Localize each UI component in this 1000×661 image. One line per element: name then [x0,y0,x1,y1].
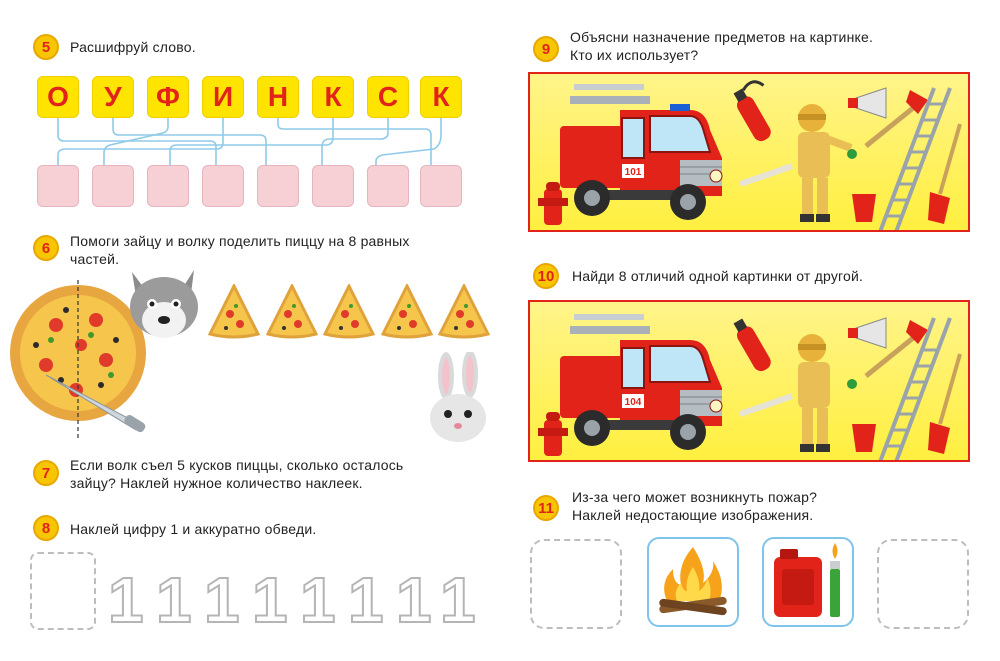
task-9-text [570,28,970,64]
task-9-line-2: Кто их использует? [570,47,699,63]
sticker-placeholder[interactable] [30,552,96,630]
answer-slot[interactable] [37,165,79,207]
pizza-slice[interactable] [266,284,318,340]
cipher-connector-lines [30,115,470,167]
sticker-placeholder-left[interactable] [530,539,622,629]
answer-slot[interactable] [420,165,462,207]
trace-digit[interactable]: 1 [348,564,384,636]
trace-digit[interactable]: 1 [204,564,240,636]
pizza-slice[interactable] [208,284,260,340]
cipher-letter[interactable]: У [92,76,134,118]
fuel-canister-icon [764,539,852,625]
task-6-number: 6 [33,235,59,261]
task-7-number: 7 [33,460,59,486]
task-7-text [70,456,480,492]
pizza-slice[interactable] [381,284,433,340]
trace-digit[interactable]: 1 [108,564,144,636]
cipher-letter[interactable]: Ф [147,76,189,118]
trace-digit[interactable]: 1 [300,564,336,636]
task-11-text [572,488,972,524]
task-10-number: 10 [533,263,559,289]
cipher-letter[interactable]: О [37,76,79,118]
sticker-placeholder-right[interactable] [877,539,969,629]
task-5-text: Расшифруй слово. [70,39,196,55]
task-10-text: Найди 8 отличий одной картинки от другой. [572,268,864,284]
wolf-illustration [122,262,204,344]
fire-scene-bottom-illustration [530,302,970,462]
task-9-number: 9 [533,36,559,62]
answer-slot[interactable] [312,165,354,207]
cipher-letter[interactable]: К [312,76,354,118]
answer-slot[interactable] [147,165,189,207]
truck-number-bottom: 104 [624,397,642,408]
task-7-line-1: Если волк съел 5 кусков пиццы, сколько осталось [70,457,404,473]
answer-slot[interactable] [202,165,244,207]
campfire-card [647,537,739,627]
answer-slot[interactable] [367,165,409,207]
task-6-line-2: частей. [70,251,120,267]
task-11-line-2: Наклей недостающие изображения. [572,507,814,523]
task-6-line-1: Помоги зайцу и волку поделить пиццу на 8 равных [70,233,410,249]
trace-digit[interactable]: 1 [440,564,476,636]
pizza-slice[interactable] [438,284,490,340]
cipher-letter[interactable]: К [420,76,462,118]
task-7-line-2: зайцу? Наклей нужное количество наклеек. [70,475,363,491]
rabbit-illustration [424,352,496,448]
task-8-text: Наклей цифру 1 и аккуратно обведи. [70,521,317,537]
fire-scene-top[interactable] [528,72,970,232]
campfire-icon [649,539,737,625]
fuel-canister-card [762,537,854,627]
cipher-letter[interactable]: И [202,76,244,118]
trace-digit[interactable]: 1 [396,564,432,636]
cipher-letter[interactable]: С [367,76,409,118]
task-9-line-1: Объясни назначение предметов на картинке. [570,29,874,45]
trace-digit[interactable]: 1 [156,564,192,636]
cipher-letter[interactable]: Н [257,76,299,118]
answer-slot[interactable] [257,165,299,207]
pizza-slice[interactable] [323,284,375,340]
fire-scene-bottom[interactable] [528,300,970,462]
task-5-number: 5 [33,34,59,60]
task-11-number: 11 [533,495,559,521]
answer-slot[interactable] [92,165,134,207]
task-11-line-1: Из-за чего может возникнуть пожар? [572,489,818,505]
trace-digit[interactable]: 1 [252,564,288,636]
truck-number-top: 101 [624,167,642,178]
fire-scene-top-illustration [530,74,970,232]
task-8-number: 8 [33,515,59,541]
